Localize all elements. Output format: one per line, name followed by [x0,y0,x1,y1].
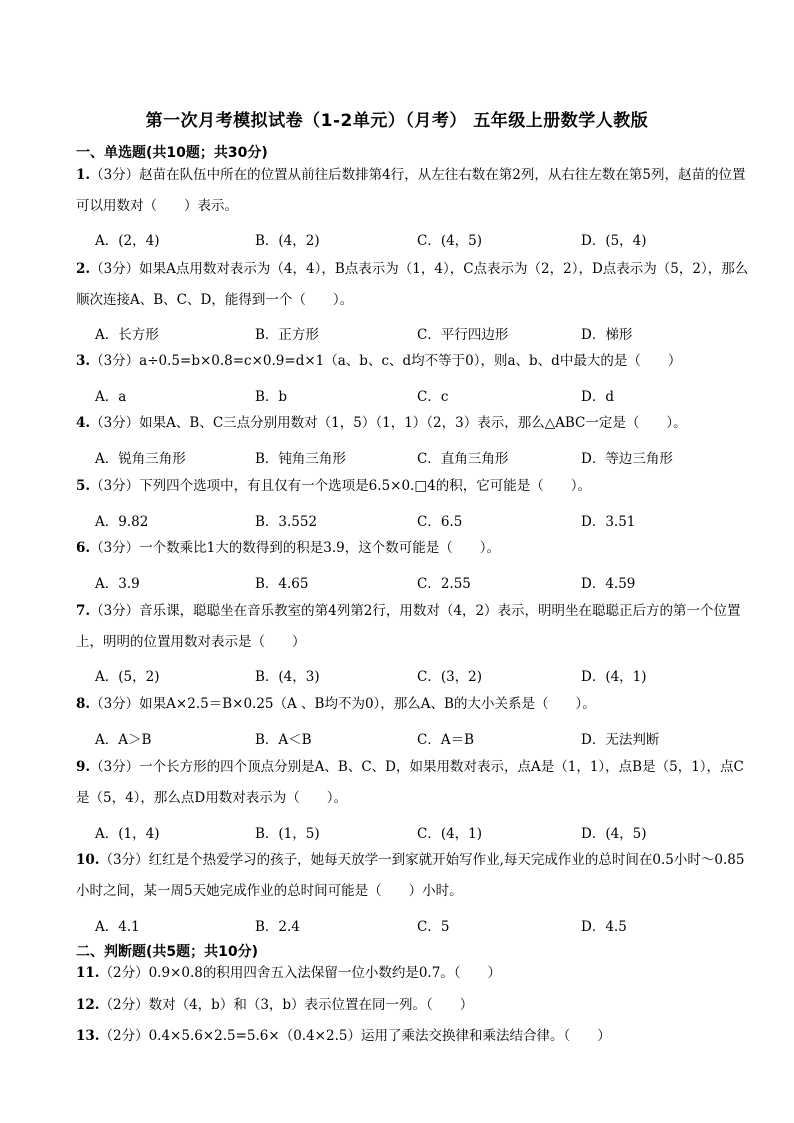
question-text: （3分）如果A、B、C三点分别用数对（1，5）（1，1）（2，3）表示，那么△ABC一定是（ ）。 [90,415,687,431]
question-5-options [95,510,735,534]
question-10 [76,845,756,907]
option-d[interactable]: D．(4，5) [581,826,647,842]
question-number: 13. [76,1028,100,1044]
question-text: （3分）下列四个选项中，有且仅有一个选项是6.5×0.□4的积，它可能是（ ）。 [90,478,591,494]
page-title: 第一次月考模拟试卷（1-2单元）（月考） 五年级上册数学人教版 [145,111,649,131]
question-10-options [95,915,735,939]
option-c[interactable]: C．(4，1) [417,826,483,842]
section-heading-single-choice: 一、单选题(共10题；共30分) [76,145,268,161]
option-d[interactable]: D．4.59 [581,576,636,592]
option-b[interactable]: B．2.4 [255,919,300,935]
option-b[interactable]: B．b [255,389,288,405]
option-d[interactable]: D．(4，1) [581,669,647,685]
question-2 [76,254,756,316]
question-text: （2分）数对（4，b）和（3，b）表示位置在同一列。（ ） [99,997,474,1013]
question-text: （3分）一个数乘比1大的数得到的积是3.9，这个数可能是（ ）。 [90,540,500,556]
option-a[interactable]: A．(1，4) [95,826,160,842]
question-number: 4. [76,415,91,431]
question-1 [76,160,756,222]
option-c[interactable]: C．c [417,389,449,405]
option-b[interactable]: B．(1，5) [255,826,320,842]
option-c[interactable]: C．5 [417,919,450,935]
question-13 [76,1021,756,1052]
option-a[interactable]: A．3.9 [95,576,140,592]
question-number: 9. [76,759,91,775]
option-c[interactable]: C．6.5 [417,514,463,530]
question-7-options [95,665,735,689]
question-text: （3分）赵苗在队伍中所在的位置从前往后数排第4行，从左往右数在第2列，从右往左数在第5列，赵苗的位置可以用数对（ ）表示。 [76,167,746,214]
option-a[interactable]: A．(5，2) [95,669,160,685]
question-number: 2. [76,261,91,277]
question-1-options [95,229,735,253]
question-number: 1. [76,167,91,183]
option-a[interactable]: A．长方形 [95,327,159,343]
option-c[interactable]: C．直角三角形 [417,451,509,467]
option-a[interactable]: A．锐角三角形 [95,451,186,467]
option-b[interactable]: B．钝角三角形 [255,451,346,467]
question-8-options [95,728,735,752]
question-6 [76,533,756,564]
option-d[interactable]: D．(5，4) [581,233,647,249]
option-a[interactable]: A．a [95,389,127,405]
option-b[interactable]: B．A＜B [255,732,312,748]
question-9-options [95,822,735,846]
question-number: 11. [76,965,100,981]
option-d[interactable]: D．等边三角形 [581,451,673,467]
question-number: 12. [76,997,100,1013]
option-c[interactable]: C．A＝B [417,732,474,748]
option-a[interactable]: A．(2，4) [95,233,160,249]
question-text: （3分）音乐课，聪聪坐在音乐教室的第4列第2行，用数对（4，2）表示，明明坐在聪聪正后方的第一个位置上，明明的位置用数对表示是（ ） [76,603,741,650]
question-text: （3分）如果A×2.5＝B×0.25（A 、B均不为0），那么A、B的大小关系是（ ）。 [90,696,596,712]
question-12 [76,990,756,1021]
option-c[interactable]: C．2.55 [417,576,471,592]
option-c[interactable]: C．平行四边形 [417,327,509,343]
question-number: 8. [76,696,91,712]
question-6-options [95,572,735,596]
question-7 [76,596,756,658]
option-d[interactable]: D．无法判断 [581,732,660,748]
question-3 [76,346,756,377]
question-number: 10. [76,852,100,868]
question-number: 5. [76,478,91,494]
question-9 [76,752,756,814]
option-c[interactable]: C．(4，5) [417,233,483,249]
question-text: （3分）如果A点用数对表示为（4，4），B点表示为（1，4），C点表示为（2，2），D点表示为（5，2），那么顺次连接A、B、C、D，能得到一个（ ）。 [76,261,749,308]
option-b[interactable]: B．正方形 [255,327,319,343]
option-a[interactable]: A．A＞B [95,732,152,748]
section-heading-true-false: 二、判断题(共5题；共10分) [76,944,259,960]
question-text: （2分）0.4×5.6×2.5=5.6×（0.4×2.5）运用了乘法交换律和乘法结合律。（ ） [99,1028,611,1044]
question-number: 6. [76,540,91,556]
option-b[interactable]: B．(4，2) [255,233,320,249]
option-d[interactable]: D．3.51 [581,514,636,530]
option-a[interactable]: A．4.1 [95,919,140,935]
question-2-options [95,323,735,347]
question-text: （3分）a÷0.5=b×0.8=c×0.9=d×1（a、b、c、d均不等于0），则a、b、d中最大的是（ ） [90,353,682,369]
option-c[interactable]: C．(3，2) [417,669,483,685]
option-d[interactable]: D．梯形 [581,327,633,343]
question-5 [76,471,756,502]
question-number: 7. [76,603,91,619]
option-b[interactable]: B．(4，3) [255,669,320,685]
question-3-options [95,385,735,409]
option-a[interactable]: A．9.82 [95,514,149,530]
question-text: （3分）红红是个热爱学习的孩子，她每天放学一到家就开始写作业,每天完成作业的总时间在0.5小时～0.85小时之间，某一周5天她完成作业的总时间可能是（ ）小时。 [76,852,745,899]
question-8 [76,689,756,720]
question-text: （3分）一个长方形的四个顶点分别是A、B、C、D，如果用数对表示，点A是（1，1），点B是（5，1），点C是（5，4），那么点D用数对表示为（ ）。 [76,759,744,806]
option-b[interactable]: B．4.65 [255,576,309,592]
option-d[interactable]: D．4.5 [581,919,627,935]
question-11 [76,958,756,989]
option-b[interactable]: B．3.552 [255,514,318,530]
question-4 [76,408,756,439]
option-d[interactable]: D．d [581,389,614,405]
question-4-options [95,447,735,471]
question-number: 3. [76,353,91,369]
question-text: （2分）0.9×0.8的积用四舍五入法保留一位小数约是0.7。（ ） [99,965,502,981]
